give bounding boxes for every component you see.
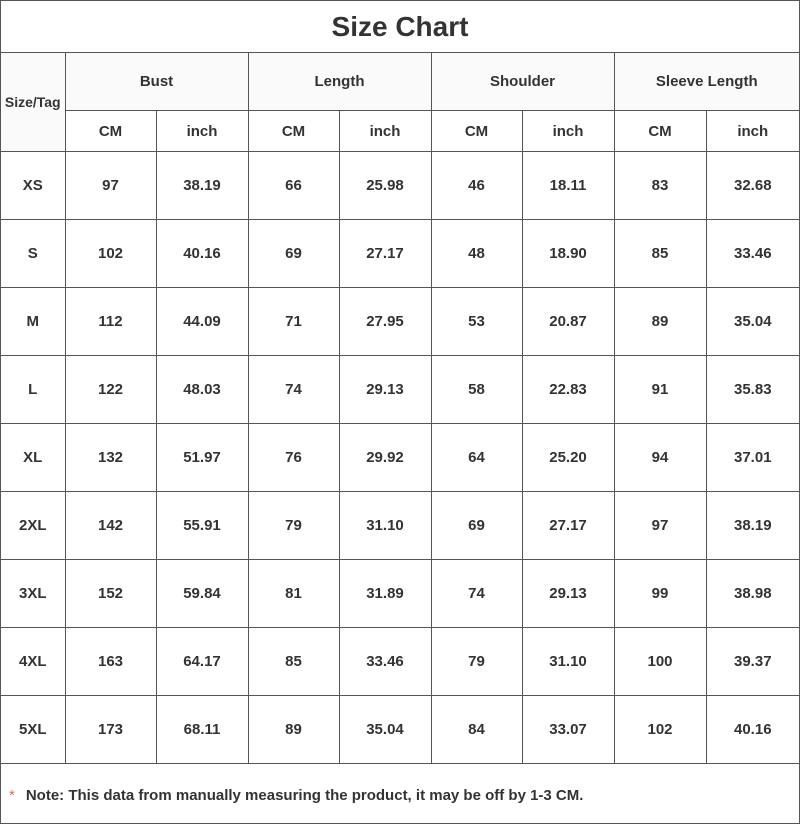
table-cell: 39.37 [706,628,799,696]
table-cell: 29.92 [339,424,431,492]
table-cell: 79 [431,628,522,696]
table-cell: 69 [248,220,339,288]
table-row [1,492,799,560]
header-length: Length [248,53,431,111]
table-cell: 37.01 [706,424,799,492]
table-cell: 31.10 [522,628,614,696]
table-cell: 173 [65,696,156,764]
table-cell: 85 [614,220,706,288]
table-cell: 163 [65,628,156,696]
table-cell: 85 [248,628,339,696]
unit-header: inch [156,111,248,152]
table-cell: 48 [431,220,522,288]
size-label: S [1,220,65,288]
table-cell: 38.19 [706,492,799,560]
table-cell: 132 [65,424,156,492]
table-cell: 40.16 [706,696,799,764]
table-cell: 35.04 [339,696,431,764]
table-cell: 25.20 [522,424,614,492]
header-bust: Bust [65,53,248,111]
table-cell: 29.13 [522,560,614,628]
size-label: XL [1,424,65,492]
size-label: 2XL [1,492,65,560]
table-cell: 44.09 [156,288,248,356]
table-cell: 29.13 [339,356,431,424]
table-cell: 152 [65,560,156,628]
unit-header: CM [614,111,706,152]
table-cell: 35.83 [706,356,799,424]
table-row [1,356,799,424]
table-row [1,152,799,220]
table-cell: 71 [248,288,339,356]
table-cell: 97 [614,492,706,560]
table-cell: 68.11 [156,696,248,764]
size-table [1,53,799,764]
table-cell: 46 [431,152,522,220]
size-label: L [1,356,65,424]
unit-header: inch [706,111,799,152]
table-cell: 31.10 [339,492,431,560]
table-cell: 74 [248,356,339,424]
table-row [1,220,799,288]
table-cell: 100 [614,628,706,696]
table-cell: 18.11 [522,152,614,220]
table-cell: 40.16 [156,220,248,288]
table-cell: 59.84 [156,560,248,628]
table-cell: 38.19 [156,152,248,220]
table-cell: 91 [614,356,706,424]
table-cell: 99 [614,560,706,628]
table-cell: 27.17 [339,220,431,288]
table-cell: 69 [431,492,522,560]
unit-header: inch [339,111,431,152]
page-title: Size Chart [1,1,799,53]
table-cell: 33.46 [339,628,431,696]
measurement-note [1,767,799,823]
table-cell: 27.17 [522,492,614,560]
table-cell: 25.98 [339,152,431,220]
table-cell: 122 [65,356,156,424]
table-row [1,628,799,696]
table-cell: 102 [65,220,156,288]
table-cell: 89 [614,288,706,356]
table-cell: 27.95 [339,288,431,356]
table-cell: 55.91 [156,492,248,560]
table-row [1,696,799,764]
table-cell: 51.97 [156,424,248,492]
table-cell: 94 [614,424,706,492]
table-cell: 97 [65,152,156,220]
unit-header: inch [522,111,614,152]
table-cell: 33.07 [522,696,614,764]
note-asterisk: * [9,786,15,804]
table-cell: 48.03 [156,356,248,424]
table-cell: 22.83 [522,356,614,424]
size-label: 5XL [1,696,65,764]
table-cell: 74 [431,560,522,628]
table-cell: 32.68 [706,152,799,220]
table-cell: 66 [248,152,339,220]
table-cell: 35.04 [706,288,799,356]
unit-header: CM [431,111,522,152]
table-cell: 58 [431,356,522,424]
table-cell: 84 [431,696,522,764]
size-rows [1,152,799,764]
table-cell: 64 [431,424,522,492]
table-cell: 33.46 [706,220,799,288]
header-sleeve-length: Sleeve Length [614,53,799,111]
header-shoulder: Shoulder [431,53,614,111]
table-cell: 102 [614,696,706,764]
size-label: 3XL [1,560,65,628]
table-cell: 31.89 [339,560,431,628]
table-cell: 18.90 [522,220,614,288]
table-cell: 112 [65,288,156,356]
table-cell: 53 [431,288,522,356]
table-cell: 38.98 [706,560,799,628]
size-label: 4XL [1,628,65,696]
table-cell: 76 [248,424,339,492]
unit-header: CM [65,111,156,152]
size-tag-header: Size/Tag [1,53,65,152]
unit-header: CM [248,111,339,152]
table-row [1,424,799,492]
size-label: M [1,288,65,356]
table-cell: 83 [614,152,706,220]
size-label: XS [1,152,65,220]
table-cell: 79 [248,492,339,560]
table-cell: 142 [65,492,156,560]
table-cell: 81 [248,560,339,628]
table-row [1,560,799,628]
note-text: Note: This data from manually measuring the product, it may be off by 1-3 CM. [25,786,584,804]
table-cell: 20.87 [522,288,614,356]
table-cell: 89 [248,696,339,764]
table-row [1,288,799,356]
table-cell: 64.17 [156,628,248,696]
